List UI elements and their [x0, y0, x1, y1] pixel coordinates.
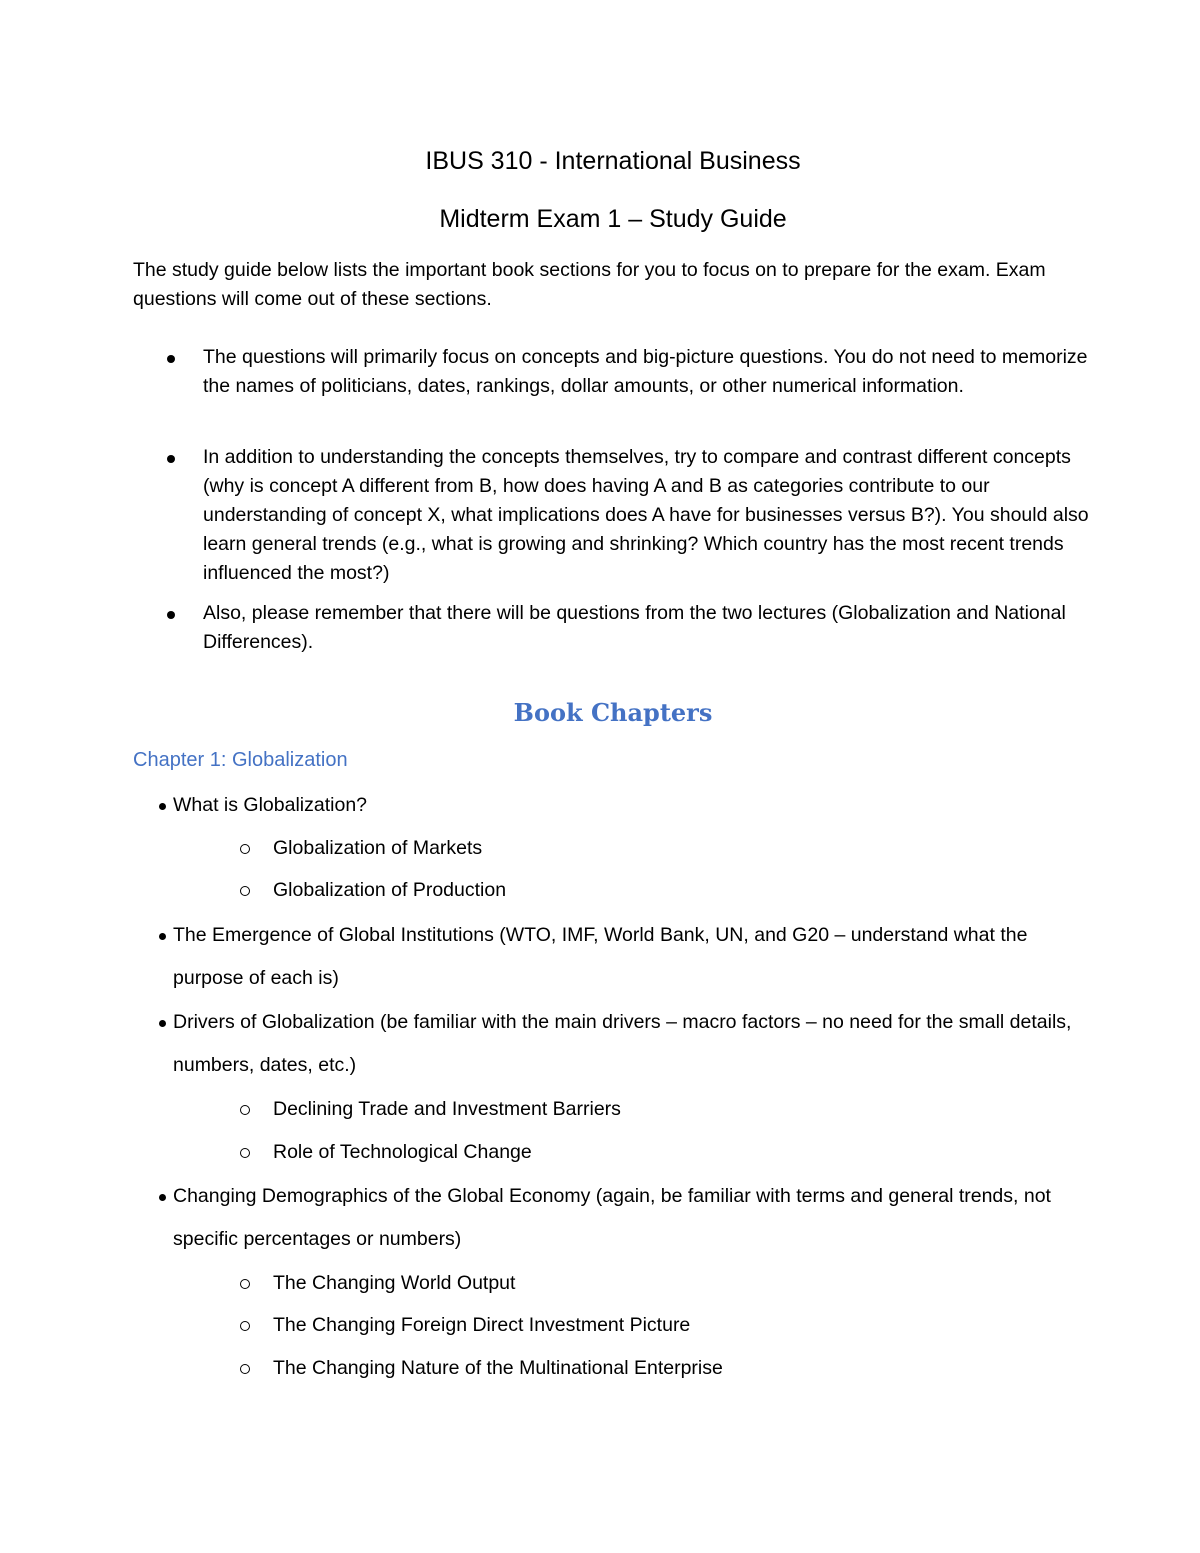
chapter-subtopic [238, 1354, 723, 1382]
intro-paragraph: The study guide below lists the important book sections for you to focus on to prepare for the exam. Exam questions will come out of these sections. [133, 259, 1046, 310]
chapter-subtopic [238, 1095, 621, 1123]
chapter-subtopic [238, 1138, 532, 1166]
guidance-bullet [164, 599, 1114, 657]
chapter-topic-text: What is Globalization? [173, 794, 368, 816]
bullet-icon [159, 933, 166, 940]
chapter-subtopic-text: Declining Trade and Investment Barriers [273, 1098, 621, 1120]
circle-bullet-icon [240, 844, 250, 854]
chapter-topic [158, 914, 1098, 1000]
chapter-topic-text: The Emergence of Global Institutions (WTO, IMF, World Bank, UN, and G20 – understand what the purpose of each is) [173, 924, 1028, 989]
guidance-bullet-text: Also, please remember that there will be questions from the two lectures (Globalization and National Differences). [203, 602, 1066, 653]
bullet-icon [159, 1020, 166, 1027]
chapter-subtopic [238, 876, 506, 904]
chapter-subtopic-text: Globalization of Markets [273, 837, 483, 859]
chapter-subtopic [238, 1269, 515, 1297]
chapter-subtopic [238, 834, 482, 862]
chapter-subtopic-text: The Changing Nature of the Multinational Enterprise [273, 1357, 723, 1379]
chapter-heading: Chapter 1: Globalization [133, 749, 348, 771]
circle-bullet-icon [240, 1321, 250, 1331]
chapter-subtopic [238, 1311, 690, 1339]
bullet-icon [159, 803, 166, 810]
section-heading: Book Chapters [513, 698, 713, 727]
chapter-subtopic-text: The Changing Foreign Direct Investment Picture [273, 1314, 691, 1336]
bullet-icon [167, 355, 175, 363]
chapter-topic [158, 1001, 1098, 1087]
chapter-topic [158, 784, 1098, 827]
bullet-icon [167, 455, 175, 463]
circle-bullet-icon [240, 1279, 250, 1289]
guidance-bullet-text: In addition to understanding the concepts themselves, try to compare and contrast different concepts (why is concept A different from B, how does having A and B as categories contribute to our understanding of concept X, what implications does A have for businesses versus B?). You should also learn general trends (e.g., what is growing and shrinking? Which country has the most recent trends influenced the most?) [203, 446, 1089, 584]
circle-bullet-icon [240, 1364, 250, 1374]
bullet-icon [167, 611, 175, 619]
circle-bullet-icon [240, 1105, 250, 1115]
guidance-bullet-text: The questions will primarily focus on concepts and big-picture questions. You do not need to memorize the names of politicians, dates, rankings, dollar amounts, or other numerical information. [203, 346, 1088, 397]
circle-bullet-icon [240, 1148, 250, 1158]
chapter-topic-text: Changing Demographics of the Global Economy (again, be familiar with terms and general trends, not specific percentages or numbers) [173, 1185, 1051, 1250]
chapter-subtopic-text: Globalization of Production [273, 879, 507, 901]
bullet-icon [159, 1194, 166, 1201]
guidance-bullet [164, 443, 1114, 588]
exam-title: Midterm Exam 1 – Study Guide [439, 205, 787, 233]
chapter-topic-text: Drivers of Globalization (be familiar with the main drivers – macro factors – no need for the small details, numbers, dates, etc.) [173, 1011, 1072, 1076]
chapter-subtopic-text: The Changing World Output [273, 1272, 516, 1294]
course-title: IBUS 310 - International Business [425, 147, 801, 175]
guidance-bullet [164, 343, 1114, 401]
chapter-subtopic-text: Role of Technological Change [273, 1141, 532, 1163]
chapter-topic [158, 1175, 1098, 1261]
circle-bullet-icon [240, 886, 250, 896]
